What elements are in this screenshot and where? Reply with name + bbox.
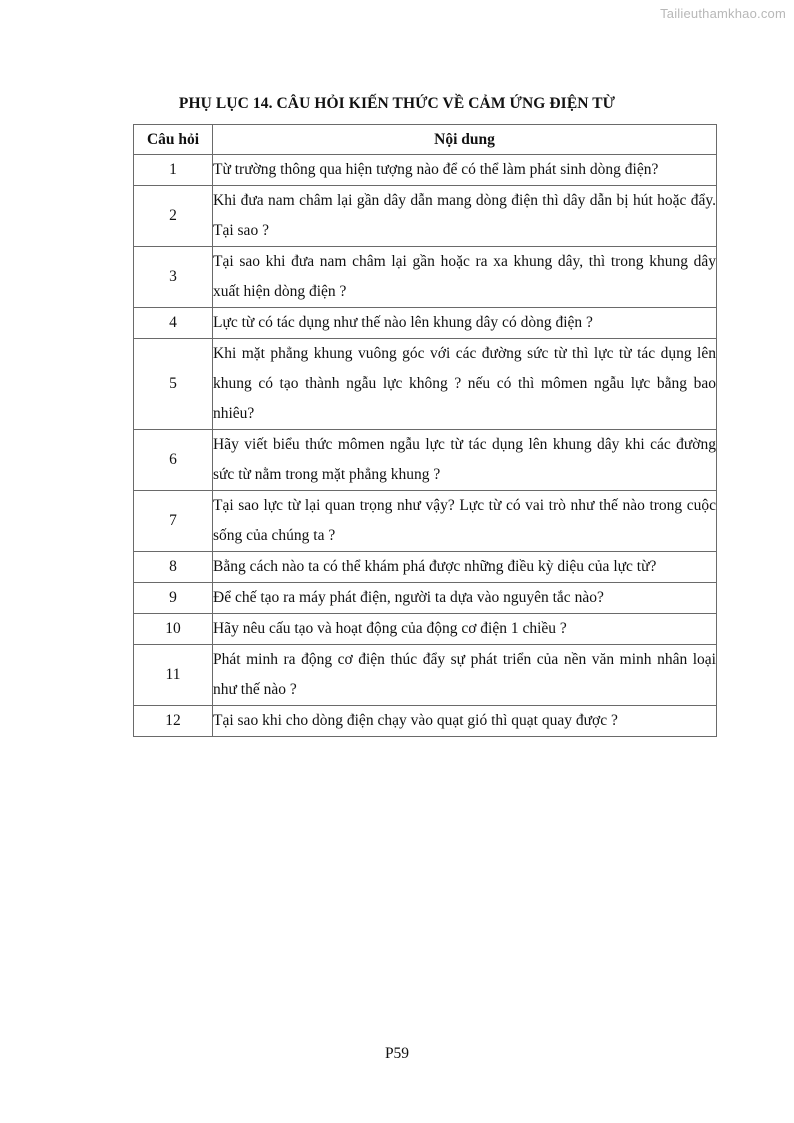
table-row [134, 583, 717, 614]
header-question-number: Câu hỏi [134, 125, 213, 155]
question-text-value: Khi mặt phẳng khung vuông góc với các đường sức từ thì lực từ tác dụng lên khung có tạo thành ngẫu lực không ? nếu có thì mômen ngẫu lực bằng bao nhiêu? [213, 345, 716, 422]
table-row [134, 186, 717, 247]
question-text [213, 430, 717, 491]
question-text [213, 186, 717, 247]
question-number: 7 [134, 491, 213, 552]
question-text-value: Hãy nêu cấu tạo và hoạt động của động cơ điện 1 chiều ? [213, 620, 567, 637]
question-text [213, 339, 717, 430]
question-text-value: Tại sao khi cho dòng điện chạy vào quạt gió thì quạt quay được ? [213, 712, 618, 729]
table-header-row [134, 125, 717, 155]
table-row [134, 645, 717, 706]
question-text [213, 247, 717, 308]
question-text-value: Hãy viết biểu thức mômen ngẫu lực từ tác dụng lên khung dây khi các đường sức từ nằm trong mặt phẳng khung ? [213, 436, 716, 483]
table-row [134, 339, 717, 430]
question-number: 4 [134, 308, 213, 339]
question-text-value: Khi đưa nam châm lại gần dây dẫn mang dòng điện thì dây dẫn bị hút hoặc đẩy. Tại sao ? [213, 192, 716, 239]
question-text [213, 155, 717, 186]
question-number: 6 [134, 430, 213, 491]
watermark: Tailieuthamkhao.com [660, 6, 786, 21]
question-text-value: Phát minh ra động cơ điện thúc đẩy sự phát triển của nền văn minh nhân loại như thế nào ? [213, 651, 716, 698]
table-row [134, 247, 717, 308]
table-row [134, 614, 717, 645]
table-row [134, 155, 717, 186]
question-text [213, 491, 717, 552]
question-text-value: Từ trường thông qua hiện tượng nào để có thể làm phát sinh dòng điện? [213, 161, 659, 178]
question-text-value: Để chế tạo ra máy phát điện, người ta dựa vào nguyên tắc nào? [213, 589, 604, 606]
question-number: 9 [134, 583, 213, 614]
question-number: 3 [134, 247, 213, 308]
question-text [213, 706, 717, 737]
question-text [213, 308, 717, 339]
page-number: P59 [384, 1045, 410, 1062]
question-text-value: Bằng cách nào ta có thể khám phá được những điều kỳ diệu của lực từ? [213, 558, 657, 575]
table-row [134, 308, 717, 339]
table-row [134, 552, 717, 583]
question-text [213, 645, 717, 706]
question-number: 8 [134, 552, 213, 583]
question-number: 10 [134, 614, 213, 645]
question-text-value: Lực từ có tác dụng như thế nào lên khung dây có dòng điện ? [213, 314, 593, 331]
question-text-value: Tại sao khi đưa nam châm lại gần hoặc ra xa khung dây, thì trong khung dây xuất hiện dòng điện ? [213, 253, 716, 300]
table-row [134, 706, 717, 737]
header-content: Nội dung [213, 125, 717, 155]
table-row [134, 491, 717, 552]
question-number: 2 [134, 186, 213, 247]
question-text [213, 614, 717, 645]
questions-table [133, 124, 717, 737]
question-text [213, 583, 717, 614]
page-title: PHỤ LỤC 14. CÂU HỎI KIẾN THỨC VỀ CẢM ỨNG ĐIỆN TỪ [178, 95, 616, 112]
table-row [134, 430, 717, 491]
question-number: 12 [134, 706, 213, 737]
question-number: 11 [134, 645, 213, 706]
question-text-value: Tại sao lực từ lại quan trọng như vậy? Lực từ có vai trò như thế nào trong cuộc sống của chúng ta ? [213, 497, 716, 544]
question-number: 5 [134, 339, 213, 430]
question-text [213, 552, 717, 583]
question-number: 1 [134, 155, 213, 186]
